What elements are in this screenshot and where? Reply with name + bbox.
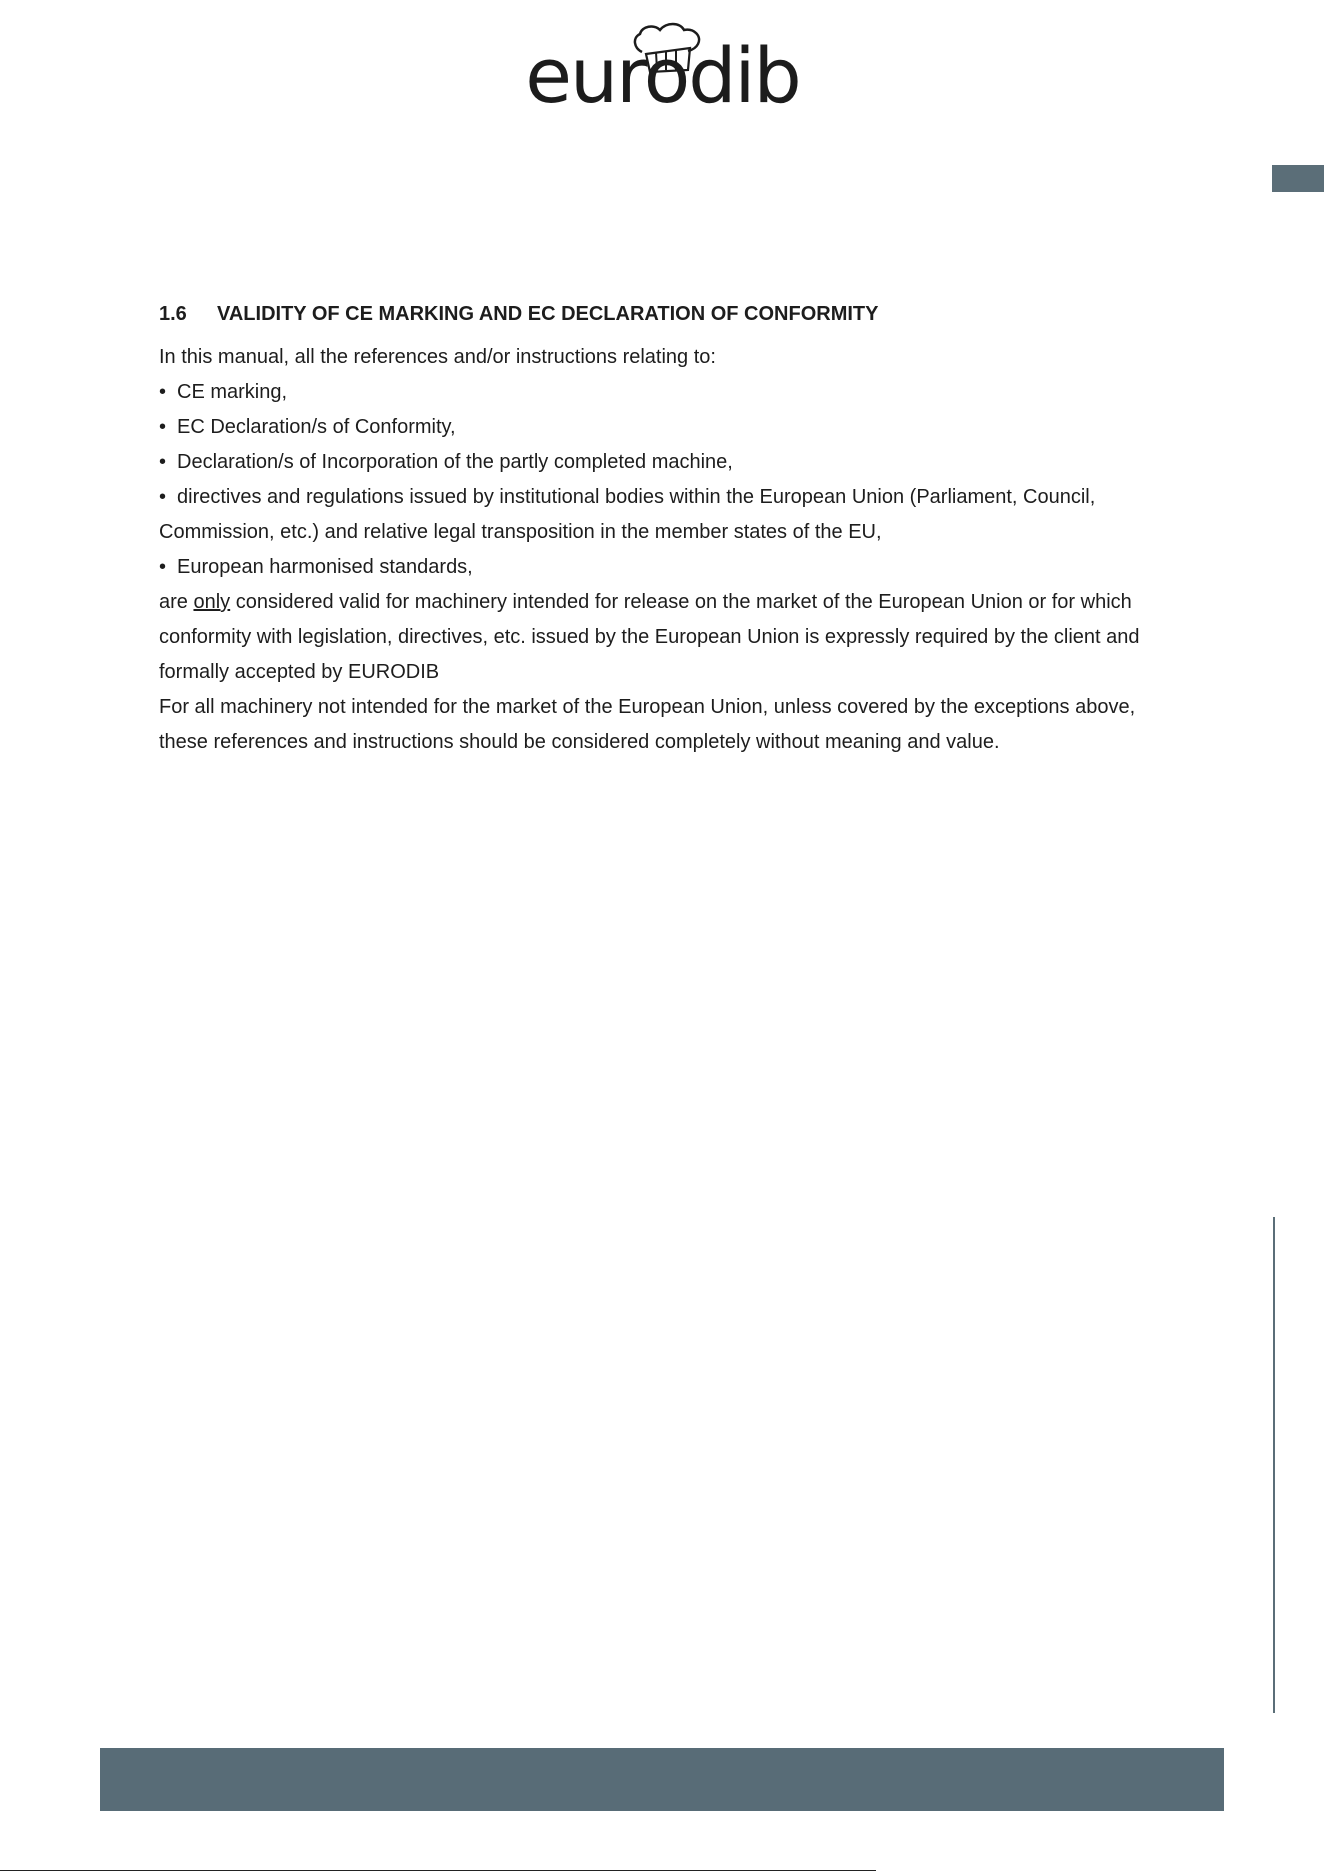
bullet-icon: • <box>159 381 167 403</box>
validity-paragraph-line <box>159 585 1169 620</box>
bottom-rule <box>0 1870 876 1871</box>
bullet-text: EC Declaration/s of Conformity, <box>177 416 456 438</box>
section-title: VALIDITY OF CE MARKING AND EC DECLARATION OF CONFORMITY <box>217 303 879 325</box>
validity-paragraph-line: formally accepted by EURODIB <box>159 661 440 683</box>
bullet-icon: • <box>159 556 167 578</box>
document-content <box>159 298 1169 760</box>
validity-suffix: considered valid for machinery intended for release on the market of the European Union or for which <box>230 591 1132 613</box>
eurodib-logo <box>510 18 815 122</box>
section-number: 1.6 <box>159 303 187 325</box>
bullet-icon: • <box>159 416 167 438</box>
bullet-icon: • <box>159 451 167 473</box>
bullet-text: Declaration/s of Incorporation of the partly completed machine, <box>177 451 733 473</box>
bullet-item <box>159 550 1169 585</box>
bullet-text: directives and regulations issued by institutional bodies within the European Union (Parliament, Council, <box>177 486 1096 508</box>
bullet-item <box>159 375 1169 410</box>
bullet-text: CE marking, <box>177 381 288 403</box>
bullet-item <box>159 410 1169 445</box>
bullet-icon: • <box>159 486 167 508</box>
closing-paragraph-line: these references and instructions should be considered completely without meaning and value. <box>159 731 1000 753</box>
side-margin-line <box>1273 1217 1275 1713</box>
validity-paragraph-line: conformity with legislation, directives, etc. issued by the European Union is expressly required by the client and <box>159 626 1140 648</box>
bullet-text: European harmonised standards, <box>177 556 473 578</box>
intro-paragraph: In this manual, all the references and/or instructions relating to: <box>159 346 716 368</box>
validity-emphasis: only <box>193 591 231 613</box>
bullet-item <box>159 445 1169 480</box>
bullet-item <box>159 480 1169 515</box>
logo-wordmark: eurodib <box>525 31 800 120</box>
bullet-continuation: Commission, etc.) and relative legal transposition in the member states of the EU, <box>159 521 882 543</box>
section-heading <box>159 298 1169 330</box>
closing-paragraph-line: For all machinery not intended for the market of the European Union, unless covered by the exceptions above, <box>159 696 1136 718</box>
validity-prefix: are <box>159 591 194 613</box>
side-tab-marker <box>1272 165 1324 192</box>
footer-band <box>100 1748 1224 1811</box>
